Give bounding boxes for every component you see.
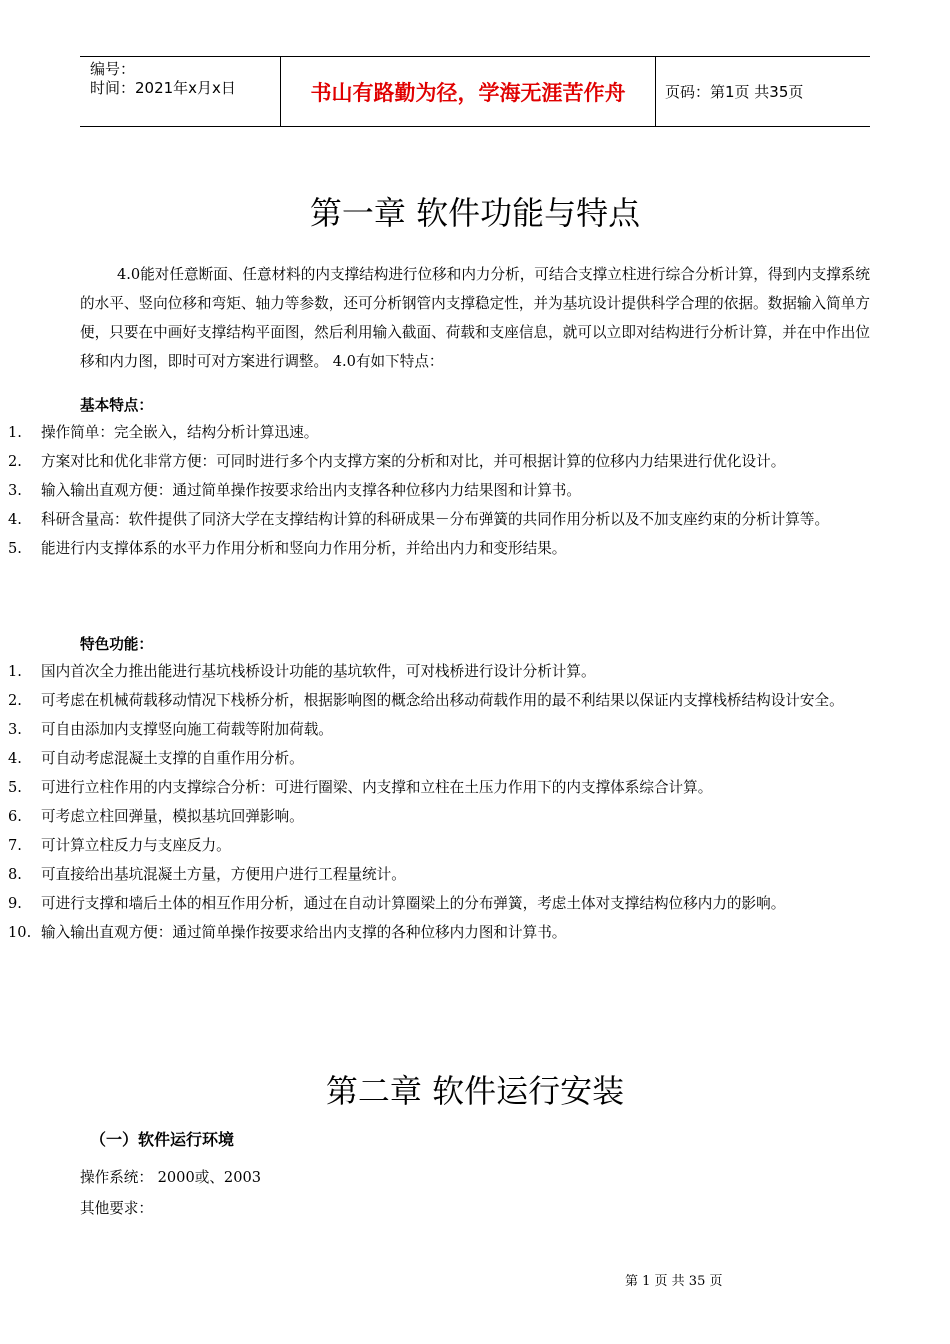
basic-features-list (0, 418, 870, 563)
list-item-text: 可自动考虑混凝土支撑的自重作用分析。 (41, 750, 304, 767)
list-item (0, 657, 870, 686)
list-item (0, 918, 870, 947)
list-item-number: 6. (8, 808, 22, 825)
list-item (0, 534, 870, 563)
list-item (0, 860, 870, 889)
list-item-number: 4. (8, 750, 22, 767)
list-item (0, 447, 870, 476)
list-item-text: 方案对比和优化非常方便：可同时进行多个内支撑方案的分析和对比，并可根据计算的位移内力结果进行优化设计。 (41, 453, 786, 470)
header-meta (90, 60, 280, 98)
list-item (0, 744, 870, 773)
chapter1-title: 第一章 软件功能与特点 (309, 194, 641, 232)
list-item-text: 可进行支撑和墙后土体的相互作用分析，通过在自动计算圈梁上的分布弹簧，考虑土体对支撑结构位移内力的影响。 (41, 895, 786, 912)
header-page-info: 页码：第1页 共35页 (665, 83, 804, 101)
list-item-text: 操作简单：完全嵌入，结构分析计算迅速。 (41, 424, 319, 441)
list-item-text: 输入输出直观方便：通过简单操作按要求给出内支撑的各种位移内力图和计算书。 (41, 924, 567, 941)
list-item (0, 715, 870, 744)
list-item-number: 3. (8, 482, 22, 499)
basic-features-heading: 基本特点： (80, 397, 153, 414)
list-item-number: 1. (8, 424, 22, 441)
list-item-number: 1. (8, 663, 22, 680)
list-item (0, 476, 870, 505)
document-header (80, 56, 870, 127)
list-item-text: 能进行内支撑体系的水平力作用分析和竖向力作用分析，并给出内力和变形结果。 (41, 540, 567, 557)
list-item-number: 9. (8, 895, 22, 912)
list-item-number: 4. (8, 511, 22, 528)
list-item-number: 2. (8, 692, 22, 709)
list-item-text: 科研含量高：软件提供了同济大学在支撑结构计算的科研成果－分布弹簧的共同作用分析以及不加支座约束的分析计算等。 (41, 511, 830, 528)
list-item-text: 国内首次全力推出能进行基坑栈桥设计功能的基坑软件，可对栈桥进行设计分析计算。 (41, 663, 596, 680)
list-item-text: 可直接给出基坑混凝土方量，方便用户进行工程量统计。 (41, 866, 406, 883)
section-heading-environment: （一）软件运行环境 (90, 1130, 235, 1149)
chapter2-title: 第二章 软件运行安装 (325, 1072, 625, 1110)
list-item-number: 3. (8, 721, 22, 738)
list-item (0, 686, 870, 715)
header-motto: 书山有路勤为径，学海无涯苦作舟 (310, 80, 626, 105)
list-item (0, 831, 870, 860)
list-item-number: 10. (8, 924, 32, 941)
list-item (0, 773, 870, 802)
list-item (0, 418, 870, 447)
list-item-text: 可考虑在机械荷载移动情况下栈桥分析，根据影响图的概念给出移动荷载作用的最不利结果以保证内支撑栈桥结构设计安全。 (41, 692, 844, 709)
list-item-number: 5. (8, 779, 22, 796)
header-divider (655, 57, 656, 126)
chapter1-intro: 4.0能对任意断面、任意材料的内支撑结构进行位移和内力分析，可结合支撑立柱进行综合分析计算，得到内支撑系统的水平、竖向位移和弯矩、轴力等参数，还可分析钢管内支撑稳定性，并为基坑设计提供科学合理的依据。数据输入简单方便，只要在中画好支撑结构平面图，然后利用输入截面、荷载和支座信息，就可以立即对结构进行分析计算，并在中作出位移和内力图，即时可对方案进行调整。 4.0有如下特点： (80, 266, 870, 370)
other-requirements: 其他要求： (80, 1200, 153, 1217)
os-requirement: 操作系统： 2000或、2003 (80, 1169, 262, 1186)
time-label: 时间：2021年x月x日 (90, 79, 236, 97)
list-item (0, 802, 870, 831)
list-item-number: 5. (8, 540, 22, 557)
list-item-text: 可进行立柱作用的内支撑综合分析：可进行圈梁、内支撑和立柱在土压力作用下的内支撑体系综合计算。 (41, 779, 713, 796)
list-item-text: 可计算立柱反力与支座反力。 (41, 837, 231, 854)
special-features-list (0, 657, 870, 947)
list-item-text: 可自由添加内支撑竖向施工荷载等附加荷载。 (41, 721, 333, 738)
list-item-text: 可考虑立柱回弹量，模拟基坑回弹影响。 (41, 808, 304, 825)
special-features-heading: 特色功能： (80, 636, 153, 653)
list-item (0, 505, 870, 534)
list-item-number: 8. (8, 866, 22, 883)
list-item-text: 输入输出直观方便：通过简单操作按要求给出内支撑各种位移内力结果图和计算书。 (41, 482, 581, 499)
page-footer: 第 1 页 共 35 页 (625, 1274, 723, 1289)
list-item (0, 889, 870, 918)
list-item-number: 2. (8, 453, 22, 470)
list-item-number: 7. (8, 837, 22, 854)
number-label: 编号： (90, 60, 136, 78)
